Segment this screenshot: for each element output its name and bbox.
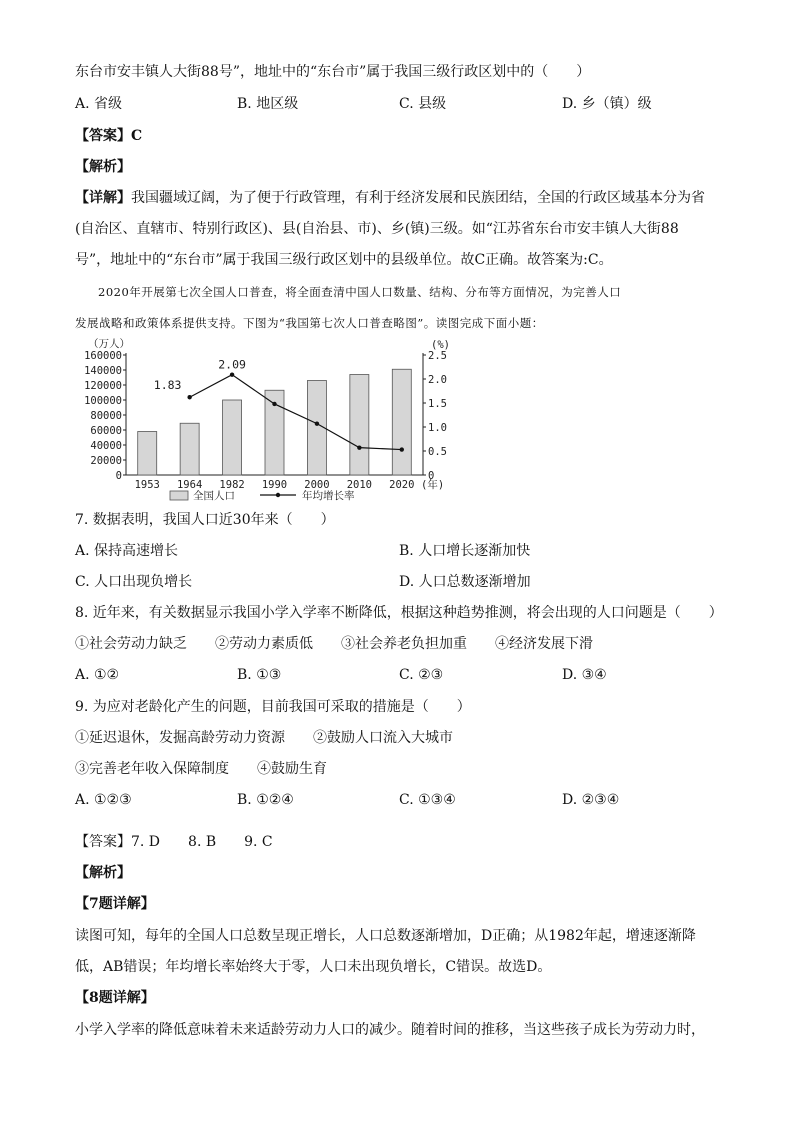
q8-option-d: D. ③④ bbox=[562, 667, 607, 683]
q7-option-c: C. 人口出现负增长 bbox=[75, 574, 193, 590]
q7-stem: 7. 数据表明，我国人口近30年来（ ） bbox=[75, 512, 335, 528]
q8-option-b: B. ①③ bbox=[237, 667, 282, 683]
q9-option-c: C. ①③④ bbox=[399, 792, 456, 808]
growth-rate-point bbox=[187, 395, 191, 399]
left-axis-unit: （万人） bbox=[88, 338, 130, 350]
answers: 【答案】7. D 8. B 9. C bbox=[75, 834, 273, 850]
x-tick-label: 1964 bbox=[176, 479, 203, 491]
growth-rate-annotation: 2.09 bbox=[218, 357, 246, 372]
q7-option-b: B. 人口增长逐渐加快 bbox=[399, 543, 531, 559]
q6-option-c: C. 县级 bbox=[399, 96, 447, 112]
growth-rate-point bbox=[357, 445, 361, 449]
q8-option-c: C. ②③ bbox=[399, 667, 444, 683]
legend-bar-label: 全国人口 bbox=[193, 490, 235, 502]
q7-option-d: D. 人口总数逐渐增加 bbox=[399, 574, 531, 590]
x-tick-label: 2000 bbox=[304, 479, 330, 491]
q6-option-b: B. 地区级 bbox=[237, 96, 299, 112]
q7-detail-line-1: 读图可知，每年的全国人口总数呈现正增长，人口总数逐渐增加，D正确；从1982年起，增速逐渐降 bbox=[75, 928, 696, 944]
growth-rate-annotation: 1.83 bbox=[153, 378, 182, 393]
right-tick-label: 2.0 bbox=[428, 374, 447, 386]
intro-line-2: 发展战略和政策体系提供支持。下图为“我国第七次人口普查略图”。读图完成下面小题： bbox=[75, 316, 544, 330]
left-tick-label: 120000 bbox=[84, 380, 122, 392]
legend-line-marker bbox=[276, 493, 280, 497]
q7-detail-line-2: 低，AB错误；年均增长率始终大于零，人口未出现负增长，C错误。故选D。 bbox=[75, 959, 552, 975]
x-tick-label: 2010 bbox=[346, 479, 373, 491]
x-tick-label: 2020 bbox=[389, 479, 415, 491]
q8-stem: 8. 近年来，有关数据显示我国小学入学率不断降低，根据这种趋势推测，将会出现的人口问题是（ ） bbox=[75, 605, 723, 621]
intro-line-1: 2020年开展第七次全国人口普查，将全面查清中国人口数量、结构、分布等方面情况，为完善人口 bbox=[98, 285, 622, 299]
q6-analysis-label: 【解析】 bbox=[75, 159, 131, 175]
growth-rate-line bbox=[190, 375, 402, 450]
left-tick-label: 60000 bbox=[90, 425, 122, 437]
q9-option-a: A. ①②③ bbox=[75, 792, 132, 808]
q8-detail-line-1: 小学入学率的降低意味着未来适龄劳动力人口的减少。随着时间的推移，当这些孩子成长为劳动力时， bbox=[75, 1022, 705, 1038]
q9-items-2: ③完善老年收入保障制度 ④鼓励生育 bbox=[75, 761, 327, 777]
q8-items: ①社会劳动力缺乏 ②劳动力素质低 ③社会养老负担加重 ④经济发展下滑 bbox=[75, 636, 593, 652]
left-tick-label: 80000 bbox=[90, 410, 122, 422]
q9-option-d: D. ②③④ bbox=[562, 792, 620, 808]
growth-rate-point bbox=[230, 372, 234, 376]
right-tick-label: 1.5 bbox=[428, 398, 447, 410]
x-axis-unit: (年) bbox=[421, 479, 445, 491]
growth-rate-point bbox=[272, 402, 276, 406]
q9-stem: 9. 为应对老龄化产生的问题，目前我国可采取的措施是（ ） bbox=[75, 699, 471, 715]
left-tick-label: 140000 bbox=[84, 365, 122, 377]
x-tick-label: 1982 bbox=[219, 479, 245, 491]
population-bar bbox=[350, 375, 369, 476]
q8-detail-label: 【8题详解】 bbox=[75, 990, 155, 1006]
growth-rate-point bbox=[315, 421, 319, 425]
analysis-label: 【解析】 bbox=[75, 865, 131, 881]
q7-option-a: A. 保持高速增长 bbox=[75, 543, 179, 559]
right-tick-label: 0 bbox=[428, 470, 435, 482]
x-tick-label: 1990 bbox=[261, 479, 288, 491]
population-bar bbox=[223, 400, 242, 475]
left-tick-label: 0 bbox=[115, 470, 122, 482]
q6-answer: 【答案】C bbox=[75, 128, 143, 144]
q6-detail-line-1: 【详解】我国疆域辽阔，为了便于行政管理，有利于经济发展和民族团结，全国的行政区域基本分为省 bbox=[75, 190, 705, 206]
q7-detail-label: 【7题详解】 bbox=[75, 896, 155, 912]
legend-bar-swatch bbox=[170, 491, 188, 500]
q6-detail-line-2: (自治区、直辖市、特别行政区)、县(自治县、市)、乡(镇)三级。如“江苏省东台市安丰镇人大街88 bbox=[75, 221, 679, 237]
population-bar bbox=[180, 423, 199, 475]
q6-detail-line-3: 号”，地址中的“东台市”属于我国三级行政区划中的县级单位。故C正确。故答案为:C。 bbox=[75, 252, 613, 268]
q6-detail-label: 【详解】 bbox=[75, 190, 131, 206]
growth-rate-point bbox=[400, 447, 404, 451]
right-tick-label: 1.0 bbox=[428, 422, 447, 434]
q9-items-1: ①延迟退休，发掘高龄劳动力资源 ②鼓励人口流入大城市 bbox=[75, 730, 453, 746]
x-tick-label: 1953 bbox=[134, 479, 160, 491]
q8-option-a: A. ①② bbox=[75, 667, 120, 683]
population-chart bbox=[70, 335, 460, 510]
population-bar bbox=[138, 432, 157, 476]
population-bar bbox=[392, 369, 411, 475]
right-tick-label: 2.5 bbox=[428, 350, 447, 362]
q9-option-b: B. ①②④ bbox=[237, 792, 294, 808]
right-tick-label: 0.5 bbox=[428, 446, 447, 458]
q6-stem-tail: 东台市安丰镇人大街88号”，地址中的“东台市”属于我国三级行政区划中的（ ） bbox=[75, 64, 591, 80]
q6-option-d: D. 乡（镇）级 bbox=[562, 96, 652, 112]
left-tick-label: 20000 bbox=[90, 455, 122, 467]
q6-option-a: A. 省级 bbox=[75, 96, 123, 112]
left-tick-label: 40000 bbox=[90, 440, 122, 452]
left-tick-label: 160000 bbox=[84, 350, 122, 362]
left-tick-label: 100000 bbox=[84, 395, 122, 407]
right-axis-unit: (%) bbox=[431, 339, 450, 351]
legend-line-label: 年均增长率 bbox=[302, 490, 355, 502]
